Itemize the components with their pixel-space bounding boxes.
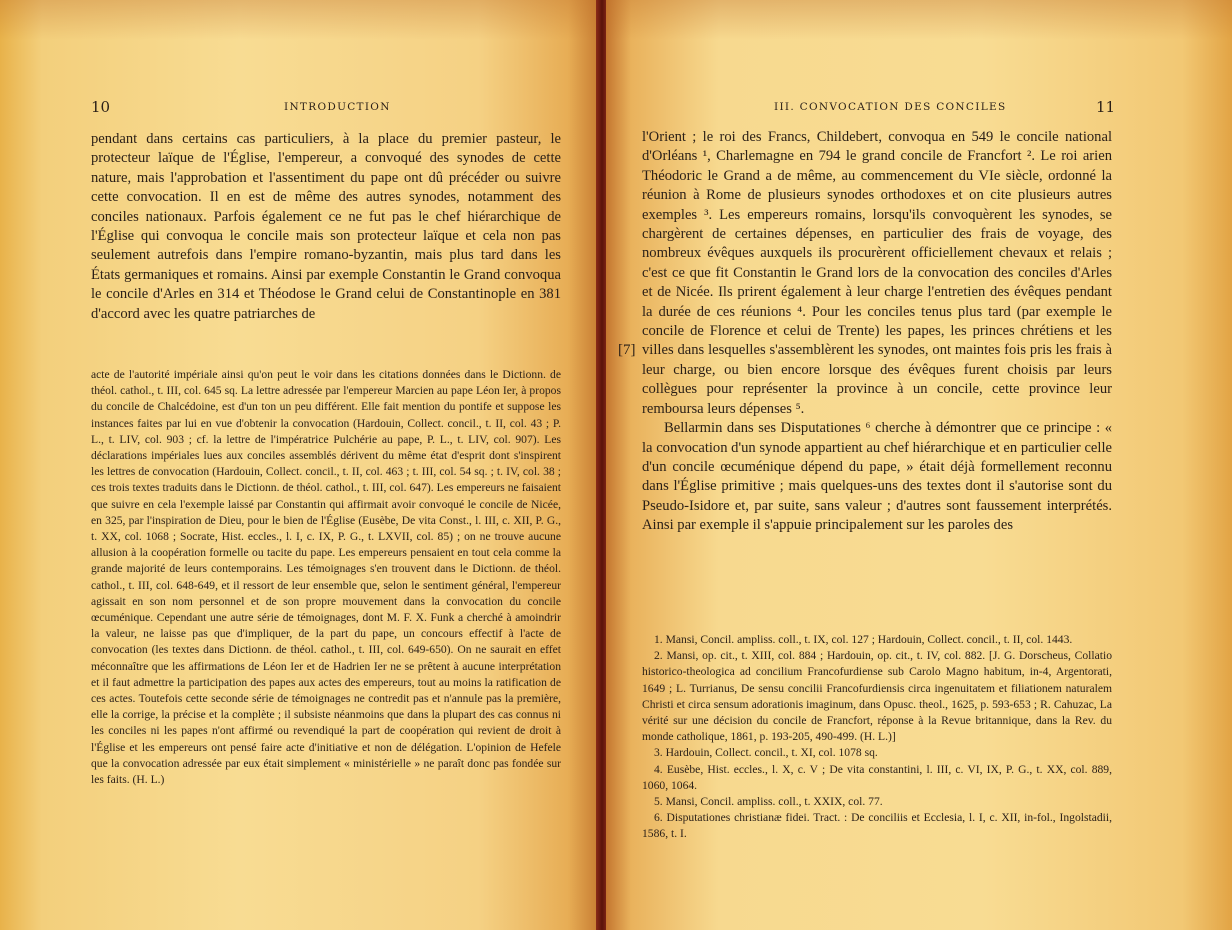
footnotes: [642, 632, 1112, 843]
body-paragraph: pendant dans certains cas particuliers, à la place du premier pasteur, le protecteur laïque de l'Église, l'empereur, a convoqué des synodes de cette nature, mais l'approbation et l'assentiment du pape ont dû précéder ou suivre cette convocation. Il en est de même des autres synodes, notamment des conciles nationaux. Parfois également ce ne fut pas le chef hiérarchique de l'Église qui convoqua le concile mais son protecteur laïque et cela non pas seulement autrefois dans l'empire romano-byzantin, mais plus tard dans les États germaniques et romains. Ainsi par exemple Constantin le Grand convoqua le concile d'Arles en 314 et Théodose le Grand celui de Constantinople en 381 d'accord avec les quatre patriarches de: [91, 131, 561, 322]
body-text: [642, 128, 1112, 536]
running-head: INTRODUCTION: [284, 101, 391, 113]
body-paragraph: l'Orient ; le roi des Francs, Childebert, convoqua en 549 le concile national d'Orléans ¹, Charlemagne en 794 le grand concile de Francfort ². Le roi arien Théodoric le Grand a de même, au commencement du VIe siècle, ordonné la réunion à Rome de plusieurs synodes orthodoxes et on cite plusieurs autres exemples ³. Les empereurs romains, lorsqu'ils convoquèrent les synodes, se chargèrent de certaines dépenses, en particulier des frais de voyage, des nombreux évêques auxquels ils procurèrent officiellement chevaux et relais ; c'est ce que fit Constantin le Grand lors de la convocation des conciles d'Arles et de Nicée. Ils prirent également à leur charge l'entretien des évêques pendant la durée de ces réunions ⁴. Pour les conciles tenus plus tard (par exemple le concile de Florence et celui de Trente) les papes, les princes chrétiens et les villes dans lesquelles s'assemblèrent les synodes, ont maintes fois pris les frais à leur charge, ou bien encore lorsque des évêques furent choisis par leurs collègues pour représenter la province à un concile, cette province leur remboursa leurs dépenses ⁵.: [642, 129, 1112, 417]
footnote: 1. Mansi, Concil. ampliss. coll., t. IX, col. 127 ; Hardouin, Collect. concil., t. II, col. 1443.: [654, 633, 1073, 646]
running-head: III. CONVOCATION DES CONCILES: [774, 101, 1007, 113]
footnote-text: acte de l'autorité impériale ainsi qu'on peut le voir dans les citations données dans le Dictionn. de théol. cathol., t. III, col. 645 sq. La lettre adressée par l'empereur Marcien au pape Léon Ier, à propos du concile de Chalcédoine, est d'un ton un peu différent. Elle fait mention du pontife et suppose les instances faites par lui en vue d'obtenir la convocation (Hardouin, Collect. concil., t. II, col. 43 ; P. L., t. LIV, col. 903 ; cf. la lettre de l'impératrice Pulchérie au pape, P. L., t. LIV, col. 907). Les déclarations impériales lues aux conciles assemblés dérivent du même état d'esprit dont s'inspirent les lettres de convocation (Hardouin, Collect. concil., t. II, col. 463 ; t. III, col. 54 sq. ; t. IV, col. 38 ; ces trois textes traduits dans le Dictionn. de théol. cathol., t. III, col. 647). Les empereurs ne faisaient que suivre en cela l'exemple laissé par Constantin qui affirmait avoir convoqué le concile de Nicée, en 325, par l'inspiration de Dieu, pour le bien de l'Église (Eusèbe, De vita Const., l. III, c. XII, P. G., t. XX, col. 1068 ; Socrate, Hist. eccles., l. I, c. IX, P. G., t. LXVII, col. 85) ; on ne trouve aucune allusion à la coopération formelle ou tacite du pape. Les empereurs pensaient en tout cela comme la grande majorité de leurs contemporains. Les témoignages s'en trouvent dans le Dictionn. de théol. cathol., t. III, col. 648-649, et il ressort de leur ensemble que, selon le sentiment général, l'empereur agissait en son nom personnel et de son propre mouvement dans la convocation du concile œcuménique. Cependant une autre série de témoignages, dont M. F. X. Funk a cherché à amoindrir la valeur, ne laisse pas que d'impliquer, de la part du pape, un concours effectif à l'acte de convocation (les textes dans Dictionn. de théol. cathol., t. III, col. 649-650). On ne saurait en effet méconnaître que les affirmations de Léon Ier et de Hadrien Ier ne se prêtent à aucune interprétation et il faut admettre la participation des papes aux actes des empereurs, tout au moins la ratification de ces actes. Toutefois cette seconde série de témoignages ne contredit pas et n'annule pas la première, elle la corrige, la précise et la complète ; il subsiste néanmoins que dans la plupart des cas connus ni les conciles ni les papes n'ont affirmé ou revendiqué la part de coopération qui revient de droit à l'Église et les empereurs ont pensé faire acte d'initiative et non de délégation. L'opinion de Hefele que la convocation adressée par eux était simplement « ministérielle » ne paraît donc pas fondée sur les faits. (H. L.): [91, 368, 561, 787]
body-text: [91, 130, 561, 324]
footnote-continuation: [91, 367, 561, 788]
right-page: [606, 0, 1232, 930]
footnote: 6. Disputationes christianæ fidei. Tract. : De conciliis et Ecclesia, l. I, c. XII, in-fol., Ingolstadii, 1586, t. I.: [642, 811, 1112, 841]
body-paragraph: Bellarmin dans ses Disputationes ⁶ cherche à démontrer que ce principe : « la convocation d'un synode appartient au chef hiérarchique et en particulier celle d'un concile œcuménique dépend du pape, » était déjà formellement reconnu dans l'Église primitive ; mais quelques-uns des textes dont il s'autorise sont du Pseudo-Isidore et, par suite, sans valeur ; d'autres sont faussement interprétés. Ainsi par exemple il s'appuie principalement sur les paroles des: [642, 420, 1112, 534]
left-page: [0, 0, 598, 930]
page-number: 11: [1096, 98, 1116, 116]
footnote: 4. Eusèbe, Hist. eccles., l. X, c. V ; De vita constantini, l. III, c. VI, IX, P. G., t. XX, col. 889, 1060, 1064.: [642, 762, 1112, 792]
margin-marker: [7]: [618, 342, 636, 358]
page-number: 10: [91, 98, 111, 116]
footnote: 3. Hardouin, Collect. concil., t. XI, col. 1078 sq.: [654, 746, 878, 760]
footnote: 5. Mansi, Concil. ampliss. coll., t. XXIX, col. 77.: [654, 795, 883, 809]
footnote: 2. Mansi, op. cit., t. XIII, col. 884 ; Hardouin, op. cit., t. IV, col. 882. [J. G. Dorscheus, Collatio historico-theologica ad concilium Francofurdiense sub Carolo Magno habitum, in-4, Argentorati, 1649 ; L. Turrianus, De sensu concilii Francofurdiensis circa ingenuitatem et filiationem naturalem Christi et circa sensum adorationis imaginum, dans Opusc. theol., 1625, p. 593-653 ; R. Cahuzac, La vérité sur une décision du concile de Francfort, réponse à la Revue britannique, dans la Rev. du monde catholique, 1861, p. 193-205, 490-499. (H. L.)]: [642, 649, 1112, 744]
